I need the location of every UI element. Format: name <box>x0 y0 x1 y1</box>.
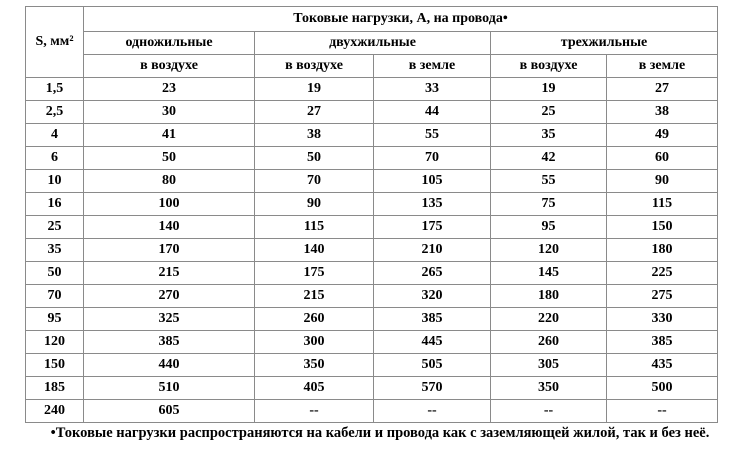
header-single-core: одножильные <box>84 32 255 55</box>
cell-cross-section: 35 <box>26 239 84 262</box>
cell-value: 95 <box>491 216 607 239</box>
cell-value: 100 <box>84 193 255 216</box>
table-row <box>26 193 718 216</box>
cell-value: 115 <box>607 193 718 216</box>
cell-cross-section: 120 <box>26 331 84 354</box>
cell-value: 505 <box>374 354 491 377</box>
cell-value: 70 <box>374 147 491 170</box>
cell-value: 140 <box>255 239 374 262</box>
table-row <box>26 285 718 308</box>
cell-cross-section: 95 <box>26 308 84 331</box>
cell-value: 33 <box>374 78 491 101</box>
cell-value: 90 <box>607 170 718 193</box>
header-sub-air: в воздухе <box>255 55 374 78</box>
cell-value: 180 <box>607 239 718 262</box>
cell-value: 325 <box>84 308 255 331</box>
table-row <box>26 239 718 262</box>
cell-value: 55 <box>491 170 607 193</box>
table-row <box>26 170 718 193</box>
cell-value: 38 <box>607 101 718 124</box>
cell-value: 445 <box>374 331 491 354</box>
cell-value: 385 <box>374 308 491 331</box>
cell-value: 405 <box>255 377 374 400</box>
table-row <box>26 147 718 170</box>
cell-value: 330 <box>607 308 718 331</box>
table-row <box>26 101 718 124</box>
footnote: •Токовые нагрузки распространяются на кабели и провода как с заземляющей жилой, так и без неё. <box>50 425 710 441</box>
cell-value: -- <box>491 400 607 423</box>
cell-value: 260 <box>491 331 607 354</box>
header-cross-section: S, мм² <box>26 7 84 78</box>
table-row <box>26 354 718 377</box>
cell-value: 215 <box>255 285 374 308</box>
cell-value: 80 <box>84 170 255 193</box>
cell-value: 105 <box>374 170 491 193</box>
table-row <box>26 308 718 331</box>
cell-value: 350 <box>255 354 374 377</box>
cell-cross-section: 1,5 <box>26 78 84 101</box>
cell-value: 145 <box>491 262 607 285</box>
cell-value: 305 <box>491 354 607 377</box>
cell-value: 50 <box>255 147 374 170</box>
cell-value: 27 <box>255 101 374 124</box>
cell-value: 70 <box>255 170 374 193</box>
current-load-table <box>25 6 718 423</box>
cell-cross-section: 10 <box>26 170 84 193</box>
cell-value: 570 <box>374 377 491 400</box>
cell-value: 210 <box>374 239 491 262</box>
header-two-core: двухжильные <box>255 32 491 55</box>
cell-value: 27 <box>607 78 718 101</box>
cell-value: 215 <box>84 262 255 285</box>
table-row <box>26 216 718 239</box>
cell-value: 35 <box>491 124 607 147</box>
cell-value: 350 <box>491 377 607 400</box>
cell-value: 275 <box>607 285 718 308</box>
cell-value: 41 <box>84 124 255 147</box>
table-row <box>26 262 718 285</box>
cell-value: -- <box>255 400 374 423</box>
cell-value: 55 <box>374 124 491 147</box>
cell-value: 140 <box>84 216 255 239</box>
cell-value: 49 <box>607 124 718 147</box>
cell-cross-section: 50 <box>26 262 84 285</box>
cell-cross-section: 150 <box>26 354 84 377</box>
header-three-core: трехжильные <box>491 32 718 55</box>
cell-value: 605 <box>84 400 255 423</box>
header-sub-air: в воздухе <box>84 55 255 78</box>
table-row <box>26 400 718 423</box>
cell-value: 150 <box>607 216 718 239</box>
cell-cross-section: 2,5 <box>26 101 84 124</box>
cell-value: 510 <box>84 377 255 400</box>
cell-value: 75 <box>491 193 607 216</box>
cell-value: 50 <box>84 147 255 170</box>
cell-value: 175 <box>255 262 374 285</box>
header-group-title: Токовые нагрузки, А, на провода• <box>84 7 718 32</box>
cell-value: -- <box>607 400 718 423</box>
cell-value: 19 <box>491 78 607 101</box>
cell-value: 90 <box>255 193 374 216</box>
cell-value: 23 <box>84 78 255 101</box>
cell-value: 320 <box>374 285 491 308</box>
cell-cross-section: 16 <box>26 193 84 216</box>
cell-value: 170 <box>84 239 255 262</box>
cell-value: 38 <box>255 124 374 147</box>
cell-value: 115 <box>255 216 374 239</box>
cell-value: 60 <box>607 147 718 170</box>
cell-value: 180 <box>491 285 607 308</box>
table-row <box>26 377 718 400</box>
cell-cross-section: 240 <box>26 400 84 423</box>
cell-cross-section: 25 <box>26 216 84 239</box>
cell-value: 135 <box>374 193 491 216</box>
cell-value: 385 <box>607 331 718 354</box>
cell-value: 225 <box>607 262 718 285</box>
cell-value: 25 <box>491 101 607 124</box>
cell-value: 265 <box>374 262 491 285</box>
cell-value: 440 <box>84 354 255 377</box>
cell-cross-section: 6 <box>26 147 84 170</box>
cell-value: 175 <box>374 216 491 239</box>
table-row <box>26 124 718 147</box>
cell-value: 42 <box>491 147 607 170</box>
cell-value: 120 <box>491 239 607 262</box>
cell-value: 385 <box>84 331 255 354</box>
table-row <box>26 331 718 354</box>
header-sub-air: в воздухе <box>491 55 607 78</box>
header-sub-ground: в земле <box>374 55 491 78</box>
cell-value: 500 <box>607 377 718 400</box>
cell-cross-section: 70 <box>26 285 84 308</box>
table-row <box>26 78 718 101</box>
cell-value: 270 <box>84 285 255 308</box>
cell-value: 44 <box>374 101 491 124</box>
cell-value: 30 <box>84 101 255 124</box>
cell-value: -- <box>374 400 491 423</box>
cell-value: 220 <box>491 308 607 331</box>
cell-value: 260 <box>255 308 374 331</box>
header-sub-ground: в земле <box>607 55 718 78</box>
cell-value: 19 <box>255 78 374 101</box>
cell-value: 435 <box>607 354 718 377</box>
cell-cross-section: 185 <box>26 377 84 400</box>
cell-cross-section: 4 <box>26 124 84 147</box>
cell-value: 300 <box>255 331 374 354</box>
